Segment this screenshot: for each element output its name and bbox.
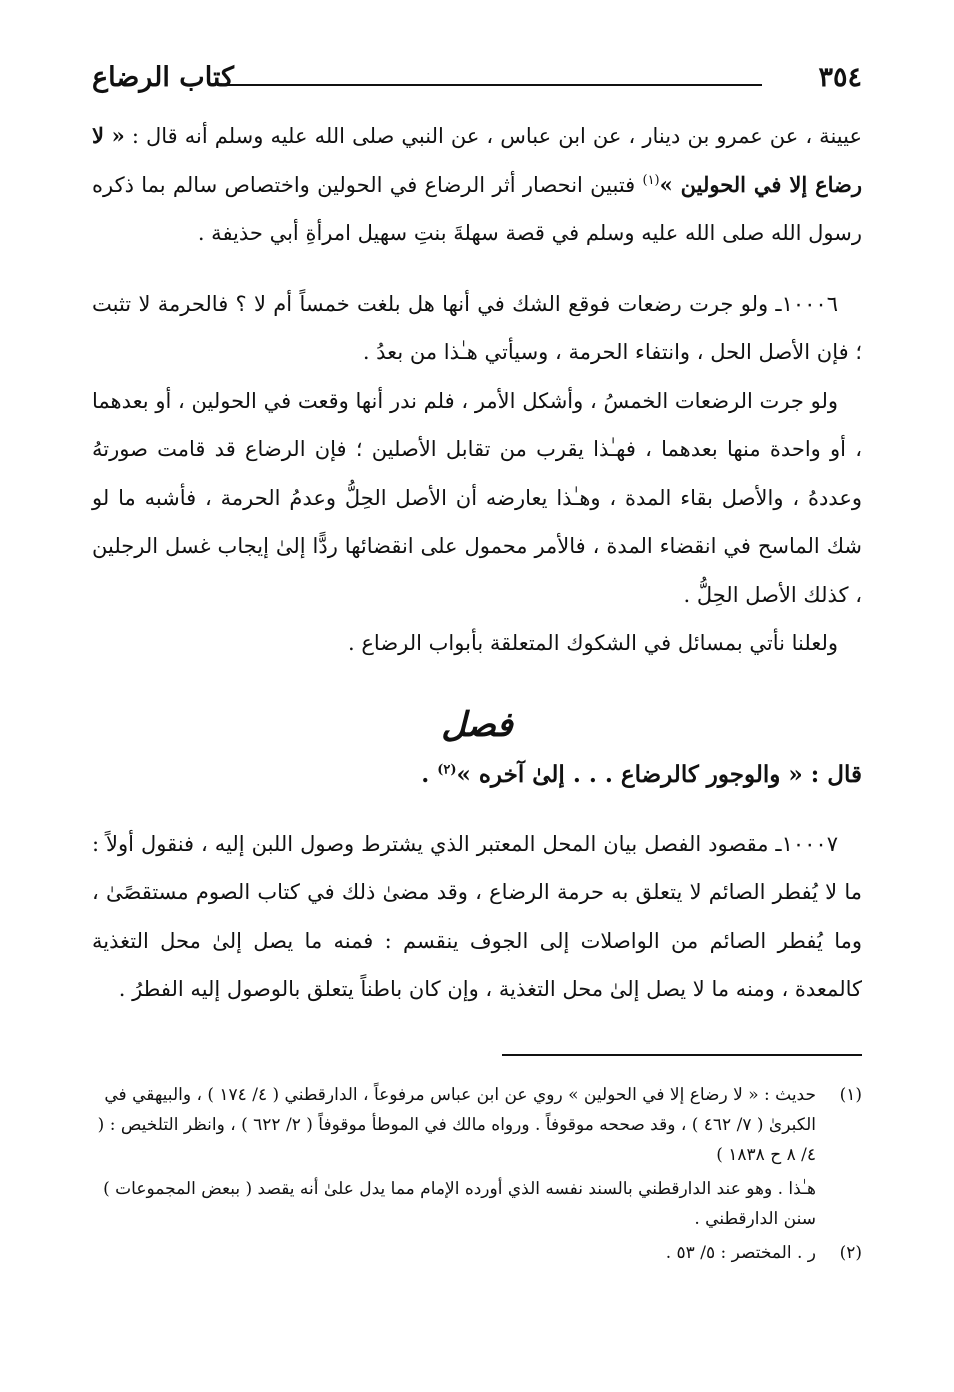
footnote-1-continuation: هـٰذا . وهو عند الدارقطني بالسند نفسه الذي أورده الإمام مما يدل علىٰ أنه يقصد ( ببعض المجموعات ) سنن الدارقطني . bbox=[103, 1179, 816, 1229]
page-number: ٣٥٤ bbox=[818, 62, 862, 93]
header-rule bbox=[217, 84, 762, 86]
paragraph-1-end: فتبين انحصار أثر الرضاع في الحولين واختصاص سالم بما ذكره رسول الله صلى الله عليه وسلم في قصة سهلةَ بنتِ سهيل امرأةِ أبي حذيفة . bbox=[92, 172, 862, 245]
hadith-quote: « لا رضاع إلا في الحولين » bbox=[92, 123, 862, 197]
footnote-text: ر . المختصر : ٥/ ٥٣ . bbox=[665, 1243, 816, 1263]
qal-prefix: قال : bbox=[810, 760, 862, 788]
qal-line: قال : « والوجور كالرضاع . . . إلىٰ آخره »$^{(٢)}$ . bbox=[421, 760, 862, 788]
paragraph-10007: ١٠٠٠٧ـ مقصود الفصل بيان المحل المعتبر الذي يشترط وصول اللبن إليه ، فنقول أولاً : ما لا يُفطر الصائم لا يتعلق به حرمة الرضاع ، وقد مضىٰ ذلك في كتاب الصوم مستقصًىٰ ، وما يُفطر الصائم من الواصلات إلى الجوف ينقسم : فمنه ما يصل إلىٰ محل التغذية كالمعدة ، ومنه ما لا يصل إلىٰ محل التغذية ، وإن كان باطناً يتعلق بالوصول إليه الفطرُ . bbox=[92, 831, 862, 1001]
paragraph-10006: ١٠٠٠٦ـ ولو جرت رضعات فوقع الشك في أنها هل بلغت خمساً أم لا ؟ فالحرمة لا تثبت ؛ فإن الأصل الحل ، وانتفاء الحرمة ، وسيأتي هـٰذا من بعدُ . bbox=[92, 291, 862, 364]
footnote-1 bbox=[92, 1080, 862, 1170]
qal-quote: « والوجور كالرضاع . . . إلىٰ آخره » bbox=[456, 760, 803, 788]
paragraph-4: ولعلنا نأتي بمسائل في الشكوك المتعلقة بأبواب الرضاع . bbox=[348, 631, 838, 655]
section-heading-fasl: فصل bbox=[441, 704, 513, 745]
footnote-2 bbox=[92, 1238, 862, 1268]
footnote-ref-2: (٢) bbox=[437, 761, 457, 777]
footnote-number: (١) bbox=[839, 1085, 862, 1105]
footnotes bbox=[92, 1080, 862, 1272]
footnote-text: حديث : « لا رضاع إلا في الحولين » روي عن ابن عباس مرفوعاً ، الدارقطني ( ٤/ ١٧٤ ) ، والبيهقي في الكبرىٰ ( ٧/ ٤٦٢ ) ، وقد صححه موقوفاً . ورواه مالك في الموطأ موقوفاً ( ٢/ ٦٢٢ ) ، وانظر التلخيص : ( ٤/ ٨ ح ١٨٣٨ ) bbox=[97, 1085, 816, 1165]
footnote-rule bbox=[502, 1054, 862, 1056]
paragraph-1-start: عيينة ، عن عمرو بن دينار ، عن ابن عباس ، عن النبي صلى الله عليه وسلم أنه قال : bbox=[131, 124, 862, 148]
footnote-ref-1: (١) bbox=[642, 172, 660, 188]
main-text bbox=[92, 112, 862, 1014]
book-title: كتاب الرضاع bbox=[92, 62, 234, 93]
paragraph-3: ولو جرت الرضعات الخمسُ ، وأشكل الأمر ، فلم ندر أنها وقعت في الحولين ، أو بعدهما ، أو واحدة منها بعدهما ، فهـٰذا يقرب من تقابل الأصلين ؛ فإن الرضاع قد قامت صورتهُ وعددهُ ، والأصل بقاء المدة ، وهـٰذا يعارضه أن الأصل الحِلُّ وعدمُ الحرمة ، فأشبه ما لو شك الماسح في انقضاء المدة ، فالأمر محمول على انقضائها ردًّا إلىٰ إيجاب غسل الرجلين ، كذلك الأصل الحِلُّ . bbox=[92, 388, 862, 607]
footnote-number: (٢) bbox=[839, 1243, 862, 1263]
paragraph-1 bbox=[92, 112, 862, 258]
page-header bbox=[92, 60, 862, 104]
